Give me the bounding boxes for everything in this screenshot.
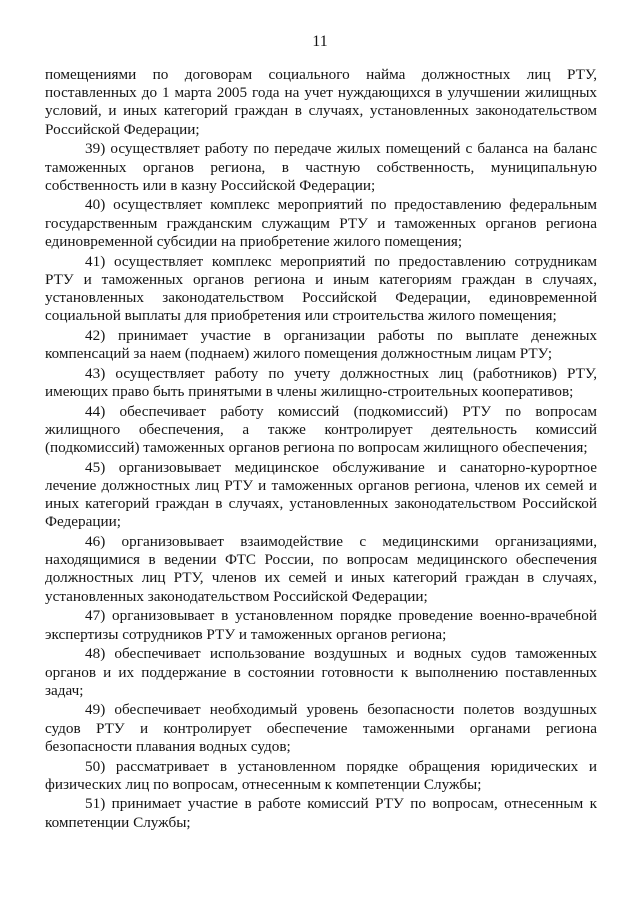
paragraph-item-42: 42) принимает участие в организации работы по выплате денежных компенсаций за наем (поднаем) жилого помещения должностным лицам РТУ; bbox=[45, 326, 597, 363]
paragraph-item-44: 44) обеспечивает работу комиссий (подкомиссий) РТУ по вопросам жилищного обеспечения, а также контролирует деятельность комиссий (подкомиссий) таможенных органов региона по вопросам жилищного обеспечения; bbox=[45, 402, 597, 457]
paragraph-continuation: помещениями по договорам социального найма должностных лиц РТУ, поставленных до 1 марта 2005 года на учет нуждающихся в улучшении жилищных условий, и иных категорий граждан в случаях, установленных законодательством Российской Федерации; bbox=[45, 66, 597, 138]
paragraph-item-45: 45) организовывает медицинское обслуживание и санаторно-курортное лечение должностных лиц РТУ и таможенных органов региона, членов их семей и иных категорий граждан в случаях, установленных законодательством Российской Федерации; bbox=[45, 458, 597, 531]
paragraph-item-49: 49) обеспечивает необходимый уровень безопасности полетов воздушных судов РТУ и контролирует обеспечение таможенными органами региона безопасности плавания водных судов; bbox=[45, 701, 597, 755]
paragraph-item-40: 40) осуществляет комплекс мероприятий по предоставлению федеральным государственным гражданским служащим РТУ и таможенных органов региона единовременной субсидии на приобретение жилого помещения; bbox=[45, 196, 597, 250]
paragraph-item-41: 41) осуществляет комплекс мероприятий по предоставлению сотрудникам РТУ и таможенных органов региона и иным категориям граждан в случаях, установленных законодательством Российской Федерации, единовременной социальной выплаты для приобретения или строительства жилого помещения; bbox=[45, 252, 597, 325]
paragraph-item-47: 47) организовывает в установленном порядке проведение военно-врачебной экспертизы сотрудников РТУ и таможенных органов региона; bbox=[45, 607, 597, 643]
paragraph-item-51: 51) принимает участие в работе комиссий РТУ по вопросам, отнесенным к компетенции Службы; bbox=[45, 795, 597, 831]
page-number: 11 bbox=[312, 33, 328, 50]
paragraph-item-43: 43) осуществляет работу по учету должностных лиц (работников) РТУ, имеющих право быть принятыми в члены жилищно-строительных кооперативов; bbox=[45, 364, 597, 400]
paragraph-item-50: 50) рассматривает в установленном порядке обращения юридических и физических лиц по вопросам, отнесенным к компетенции Службы; bbox=[45, 757, 597, 793]
paragraph-item-48: 48) обеспечивает использование воздушных и водных судов таможенных органов и их поддержание в состоянии готовности к выполнению поставленных задач; bbox=[45, 645, 597, 699]
paragraph-item-46: 46) организовывает взаимодействие с медицинскими организациями, находящимися в ведении ФТС России, по вопросам медицинского обеспечения должностных лиц РТУ, членов их семей и иных категорий граждан в случаях, установленных законодательством Российской Федерации; bbox=[45, 533, 597, 605]
document-body bbox=[45, 66, 597, 833]
paragraph-item-39: 39) осуществляет работу по передаче жилых помещений с баланса на баланс таможенных органов региона, в частную собственность, муниципальную собственность или в казну Российской Федерации; bbox=[45, 140, 597, 194]
